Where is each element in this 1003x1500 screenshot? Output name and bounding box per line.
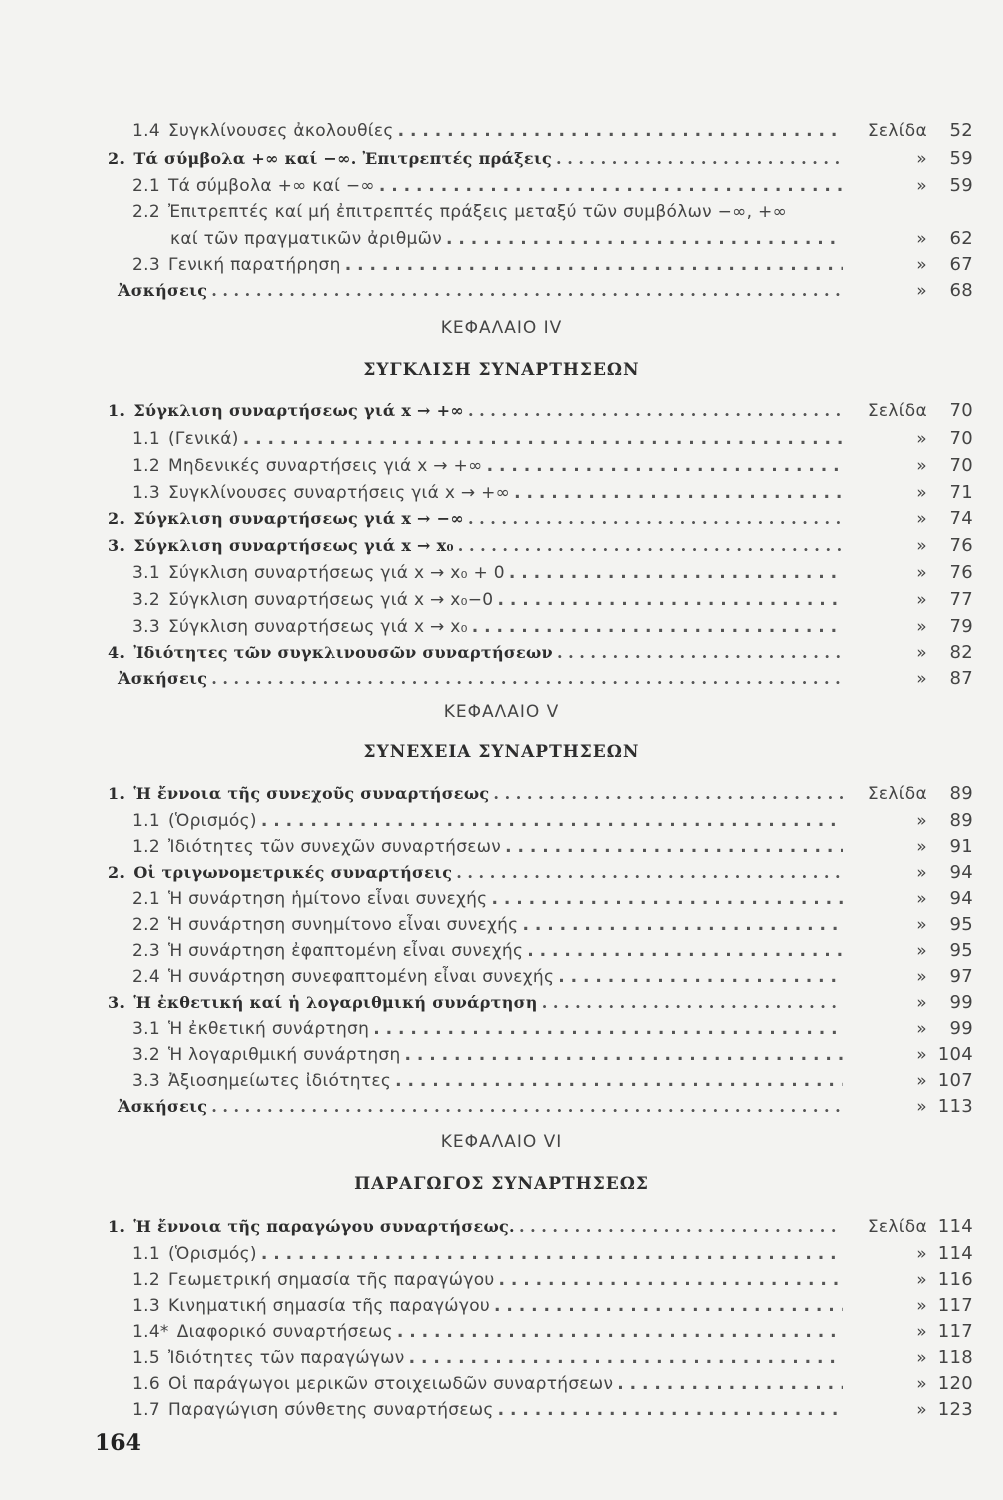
page-ref-prefix: » xyxy=(916,176,927,196)
toc-entry xyxy=(132,1347,973,1368)
toc-entry xyxy=(108,783,973,804)
toc-entry-number: 3.2 xyxy=(132,1045,160,1065)
dot-leader xyxy=(542,993,843,1012)
toc-entry-title: Ἡ συνάρτηση συνημίτονο εἶναι συνεχής xyxy=(167,915,519,935)
toc-entry xyxy=(132,616,973,637)
dot-leader xyxy=(211,1097,843,1116)
chapter-title: ΣΥΝΕΧΕΙΑ ΣΥΝΑΡΤΗΣΕΩΝ xyxy=(363,742,640,762)
toc-entry-title: Ἡ ἐκθετική συνάρτηση xyxy=(167,1019,370,1039)
page-ref-prefix: » xyxy=(916,941,927,961)
toc-entry xyxy=(132,940,973,961)
toc-entry xyxy=(108,508,973,529)
dot-leader xyxy=(398,121,843,141)
toc-entry-number: 1.6 xyxy=(132,1374,160,1394)
toc-entry xyxy=(118,280,973,301)
toc-entry-page: 99 xyxy=(949,1018,973,1039)
toc-entry-title: Οἱ τριγωνομετρικές συναρτήσεις xyxy=(133,863,453,882)
toc-entry-number: 1.2 xyxy=(132,1270,160,1290)
toc-entry xyxy=(132,1018,973,1039)
toc-entry-number: 3.1 xyxy=(132,1019,160,1039)
toc-entry-title: Σύγκλιση συναρτήσεως γιά x → +∞ xyxy=(133,401,464,420)
toc-entry-page: 59 xyxy=(949,175,973,196)
toc-entry-page: 79 xyxy=(949,616,973,637)
toc-entry xyxy=(170,228,973,249)
toc-entry xyxy=(132,966,973,987)
toc-entry-title: Γενική παρατήρηση xyxy=(167,255,341,275)
toc-entry-title: Ἰδιότητες τῶν παραγώγων xyxy=(167,1348,405,1368)
toc-entry-page: 76 xyxy=(949,535,973,556)
toc-entry-title: Ἡ ἔννοια τῆς παραγώγου συναρτήσεως. xyxy=(133,1217,515,1236)
page-ref-prefix: » xyxy=(916,1296,927,1316)
page-ref-prefix: » xyxy=(916,456,927,476)
toc-entry xyxy=(132,1070,973,1091)
toc-entry-title: Ἡ συνάρτηση ἐφαπτομένη εἶναι συνεχής xyxy=(167,941,524,961)
toc-entry-page: 71 xyxy=(949,482,973,503)
toc-entry xyxy=(132,914,973,935)
toc-entry xyxy=(132,1295,973,1316)
toc-entry-title: καί τῶν πραγματικῶν ἀριθμῶν xyxy=(170,229,443,249)
toc-entry-page: 82 xyxy=(949,642,973,663)
toc-entry-number: 1.2 xyxy=(132,456,160,476)
page-ref-prefix: » xyxy=(916,1244,927,1264)
chapter-label: ΚΕΦΑΛΑΙΟ IV xyxy=(440,318,563,338)
toc-entry-title: Ἀσκήσεις xyxy=(118,281,208,300)
dot-leader xyxy=(468,401,843,420)
toc-entry-number: 1.4 xyxy=(132,121,160,141)
dot-leader xyxy=(211,281,843,300)
toc-entry xyxy=(132,562,973,583)
toc-entry-title: Κινηματική σημασία τῆς παραγώγου xyxy=(167,1296,491,1316)
dot-leader xyxy=(497,590,843,610)
dot-leader xyxy=(522,915,843,935)
toc-entry-number: 2.2 xyxy=(132,915,160,935)
page-ref-prefix: » xyxy=(916,1322,927,1342)
dot-leader xyxy=(509,563,843,583)
toc-entry-page: 77 xyxy=(949,589,973,610)
dot-leader xyxy=(261,1244,843,1264)
toc-entry-page: 114 xyxy=(937,1243,973,1264)
toc-entry-page: 123 xyxy=(937,1399,973,1420)
page-ref-prefix: » xyxy=(916,889,927,909)
dot-leader xyxy=(557,643,843,662)
toc-entry xyxy=(132,202,973,222)
page-ref-prefix: » xyxy=(916,837,927,857)
toc-entry-number: 1.3 xyxy=(132,483,160,503)
toc-entry-title: Ἡ ἔννοια τῆς συνεχοῦς συναρτήσεως xyxy=(133,784,490,803)
toc-entry-page: 70 xyxy=(949,455,973,476)
dot-leader xyxy=(505,837,843,857)
toc-entry-title: Ἀσκήσεις xyxy=(118,669,208,688)
page-ref-prefix: » xyxy=(916,1097,927,1117)
toc-entry xyxy=(132,589,973,610)
page-ref-prefix: » xyxy=(916,255,927,275)
chapter-label: ΚΕΦΑΛΑΙΟ VI xyxy=(440,1132,563,1152)
toc-entry xyxy=(132,254,973,275)
chapter-title: ΣΥΓΚΛΙΣΗ ΣΥΝΑΡΤΗΣΕΩΝ xyxy=(363,360,640,380)
toc-entry-title: (Ὁρισμός) xyxy=(167,1244,257,1264)
toc-entry-number: 2.2 xyxy=(132,202,160,222)
page-ref-prefix: » xyxy=(916,863,927,883)
toc-entry-title: Σύγκλιση συναρτήσεως γιά x → x₀ xyxy=(167,617,468,637)
toc-entry xyxy=(132,888,973,909)
dot-leader xyxy=(491,889,843,909)
page-ref-prefix: » xyxy=(916,590,927,610)
toc-entry-title: Συγκλίνουσες ἀκολουθίες xyxy=(167,121,394,141)
toc-entry-title: Σύγκλιση συναρτήσεως γιά x → x₀ + 0 xyxy=(167,563,505,583)
toc-entry xyxy=(132,1269,973,1290)
toc-entry-number: 3.2 xyxy=(132,590,160,610)
toc-entry-page: 87 xyxy=(949,668,973,689)
toc-entry xyxy=(108,148,973,169)
page-ref-prefix: » xyxy=(916,1374,927,1394)
toc-entry-number: 3.3 xyxy=(132,1071,160,1091)
toc-entry-page: 59 xyxy=(949,148,973,169)
toc-entry-page: 117 xyxy=(937,1321,973,1342)
toc-entry xyxy=(132,120,973,141)
dot-leader xyxy=(345,255,843,275)
toc-entry-page: 99 xyxy=(949,992,973,1013)
page-ref-prefix: » xyxy=(916,915,927,935)
dot-leader xyxy=(373,1019,843,1039)
page-ref-prefix: » xyxy=(916,1270,927,1290)
toc-entry-page: 91 xyxy=(949,836,973,857)
toc-entry-number: 2.1 xyxy=(132,176,160,196)
page-ref-prefix: » xyxy=(916,483,927,503)
toc-entry-page: 76 xyxy=(949,562,973,583)
toc-entry-title: Οἱ παράγωγοι μερικῶν στοιχειωδῶν συναρτήσεων xyxy=(167,1374,614,1394)
dot-leader xyxy=(494,1296,843,1316)
toc-entry-title: Σύγκλιση συναρτήσεως γιά x → x₀ xyxy=(133,536,454,555)
toc-entry-page: 70 xyxy=(949,428,973,449)
dot-leader xyxy=(514,483,843,503)
page-ref-prefix: Σελίδα xyxy=(867,401,927,421)
toc-entry-title: Συγκλίνουσες συναρτήσεις γιά x → +∞ xyxy=(167,483,511,503)
toc-entry-number: 1. xyxy=(108,401,126,420)
page-ref-prefix: » xyxy=(916,229,927,249)
toc-entry-page: 120 xyxy=(937,1373,973,1394)
toc-entry-number: 2. xyxy=(108,149,126,168)
dot-leader xyxy=(558,967,843,987)
toc-entry-title: Διαφορικό συναρτήσεως xyxy=(176,1322,393,1342)
chapter-title: ΠΑΡΑΓΩΓΟΣ ΣΥΝΑΡΤΗΣΕΩΣ xyxy=(354,1174,649,1194)
toc-entry xyxy=(108,1216,973,1237)
page-ref-prefix: Σελίδα xyxy=(867,784,927,804)
page-ref-prefix: » xyxy=(916,643,927,663)
dot-leader xyxy=(519,1217,843,1236)
toc-entry-title: Ἀσκήσεις xyxy=(118,1097,208,1116)
toc-entry-page: 118 xyxy=(937,1347,973,1368)
toc-entry-number: 1.4* xyxy=(132,1322,169,1342)
dot-leader xyxy=(261,811,843,831)
toc-entry-title: Ἰδιότητες τῶν συνεχῶν συναρτήσεων xyxy=(167,837,502,857)
page-ref-prefix: » xyxy=(916,1348,927,1368)
page-ref-prefix: Σελίδα xyxy=(867,121,927,141)
toc-entry-title: Ἡ ἐκθετική καί ἡ λογαριθμική συνάρτηση xyxy=(133,993,538,1012)
toc-entry-number: 1.1 xyxy=(132,1244,160,1264)
page-ref-prefix: Σελίδα xyxy=(867,1217,927,1237)
dot-leader xyxy=(456,863,843,882)
toc-entry-title: Ἀξιοσημείωτες ἰδιότητες xyxy=(167,1071,392,1091)
page-ref-prefix: » xyxy=(916,993,927,1013)
toc-entry xyxy=(118,668,973,689)
toc-entry-title: Τά σύμβολα +∞ καί −∞ xyxy=(167,176,375,196)
toc-entry-page: 70 xyxy=(949,400,973,421)
toc-entry xyxy=(132,428,973,449)
toc-entry-page: 107 xyxy=(937,1070,973,1091)
page-ref-prefix: » xyxy=(916,617,927,637)
toc-entry-number: 2. xyxy=(108,509,126,528)
toc-entry-page: 52 xyxy=(949,120,973,141)
page-ref-prefix: » xyxy=(916,967,927,987)
toc-entry-number: 1.3 xyxy=(132,1296,160,1316)
dot-leader xyxy=(446,229,843,249)
toc-entry-title: Ἡ συνάρτηση ἡμίτονο εἶναι συνεχής xyxy=(167,889,488,909)
toc-entry-number: 1.2 xyxy=(132,837,160,857)
toc-entry xyxy=(132,482,973,503)
toc-entry-title: (Γενικά) xyxy=(167,429,239,449)
toc-entry-number: 2.3 xyxy=(132,941,160,961)
page-ref-prefix: » xyxy=(916,281,927,301)
toc-entry-title: Τά σύμβολα +∞ καί −∞. Ἐπιτρεπτές πράξεις xyxy=(133,149,553,168)
toc-entry-number: 4. xyxy=(108,643,126,662)
page-ref-prefix: » xyxy=(916,563,927,583)
toc-entry-title: Παραγώγιση σύνθετης συναρτήσεως xyxy=(167,1400,494,1420)
toc-entry-title: (Ὁρισμός) xyxy=(167,811,257,831)
page-ref-prefix: » xyxy=(916,1071,927,1091)
dot-leader xyxy=(498,1400,843,1420)
toc-entry-number: 1.5 xyxy=(132,1348,160,1368)
toc-entry xyxy=(132,1044,973,1065)
dot-leader xyxy=(405,1045,843,1065)
toc-entry-number: 2.1 xyxy=(132,889,160,909)
toc-entry xyxy=(108,642,973,663)
toc-entry-page: 95 xyxy=(949,940,973,961)
toc-entry-title: Ἡ συνάρτηση συνεφαπτομένη εἶναι συνεχής xyxy=(167,967,555,987)
toc-entry-page: 89 xyxy=(949,783,973,804)
toc-entry-title: Ἡ λογαριθμική συνάρτηση xyxy=(167,1045,401,1065)
toc-entry-number: 3.1 xyxy=(132,563,160,583)
toc-entry xyxy=(132,810,973,831)
page-ref-prefix: » xyxy=(916,429,927,449)
dot-leader xyxy=(493,784,843,803)
page-ref-prefix: » xyxy=(916,149,927,169)
page-ref-prefix: » xyxy=(916,811,927,831)
toc-entry-title: Σύγκλιση συναρτήσεως γιά x → −∞ xyxy=(133,509,464,528)
toc-entry-title: Ἰδιότητες τῶν συγκλινουσῶν συναρτήσεων xyxy=(133,643,553,662)
toc-entry xyxy=(132,1373,973,1394)
toc-entry xyxy=(132,455,973,476)
toc-entry-title: Γεωμετρική σημασία τῆς παραγώγου xyxy=(167,1270,495,1290)
toc-entry-page: 62 xyxy=(949,228,973,249)
dot-leader xyxy=(379,176,843,196)
toc-entry-title: Σύγκλιση συναρτήσεως γιά x → x₀−0 xyxy=(167,590,494,610)
dot-leader xyxy=(409,1348,843,1368)
toc-entry-number: 1. xyxy=(108,784,126,803)
toc-entry xyxy=(132,836,973,857)
toc-entry-number: 2.3 xyxy=(132,255,160,275)
dot-leader xyxy=(499,1270,843,1290)
toc-entry-page: 67 xyxy=(949,254,973,275)
toc-entry-page: 116 xyxy=(937,1269,973,1290)
toc-entry-number: 2. xyxy=(108,863,126,882)
toc-entry xyxy=(108,400,973,421)
toc-entry-number: 3. xyxy=(108,993,126,1012)
toc-entry xyxy=(108,992,973,1013)
toc-entry-number: 1.1 xyxy=(132,811,160,831)
page-ref-prefix: » xyxy=(916,536,927,556)
toc-entry-page: 97 xyxy=(949,966,973,987)
toc-entry xyxy=(118,1096,973,1117)
dot-leader xyxy=(617,1374,843,1394)
dot-leader xyxy=(243,429,843,449)
toc-entry-page: 104 xyxy=(937,1044,973,1065)
toc-entry-number: 1.7 xyxy=(132,1400,160,1420)
toc-entry-page: 114 xyxy=(937,1216,973,1237)
dot-leader xyxy=(458,536,843,555)
toc-entry xyxy=(132,1321,973,1342)
toc-entry xyxy=(132,1243,973,1264)
toc-entry-page: 94 xyxy=(949,888,973,909)
page-ref-prefix: » xyxy=(916,1045,927,1065)
dot-leader xyxy=(556,149,843,168)
toc-entry-number: 2.4 xyxy=(132,967,160,987)
toc-entry xyxy=(132,175,973,196)
toc-entry-page: 68 xyxy=(949,280,973,301)
page-number: 164 xyxy=(95,1430,141,1456)
toc-entry-page: 117 xyxy=(937,1295,973,1316)
toc-entry-title: Μηδενικές συναρτήσεις γιά x → +∞ xyxy=(167,456,483,476)
page-ref-prefix: » xyxy=(916,669,927,689)
toc-entry xyxy=(132,1399,973,1420)
page-ref-prefix: » xyxy=(916,1400,927,1420)
toc-entry-page: 95 xyxy=(949,914,973,935)
toc-entry-page: 113 xyxy=(937,1096,973,1117)
dot-leader xyxy=(211,669,843,688)
toc-entry-number: 1. xyxy=(108,1217,126,1236)
dot-leader xyxy=(468,509,843,528)
toc-entry-page: 94 xyxy=(949,862,973,883)
toc-entry xyxy=(108,535,973,556)
dot-leader xyxy=(397,1322,843,1342)
page-ref-prefix: » xyxy=(916,509,927,529)
toc-entry-number: 3. xyxy=(108,536,126,555)
dot-leader xyxy=(395,1071,843,1091)
dot-leader xyxy=(487,456,843,476)
toc-entry-number: 1.1 xyxy=(132,429,160,449)
chapter-label: ΚΕΦΑΛΑΙΟ V xyxy=(443,702,560,722)
page-ref-prefix: » xyxy=(916,1019,927,1039)
toc-entry-number: 3.3 xyxy=(132,617,160,637)
toc-entry-page: 74 xyxy=(949,508,973,529)
dot-leader xyxy=(527,941,843,961)
dot-leader xyxy=(472,617,843,637)
toc-entry-title: Ἐπιτρεπτές καί μή ἐπιτρεπτές πράξεις μεταξύ τῶν συμβόλων −∞, +∞ xyxy=(167,202,788,222)
toc-entry-page: 89 xyxy=(949,810,973,831)
toc-entry xyxy=(108,862,973,883)
